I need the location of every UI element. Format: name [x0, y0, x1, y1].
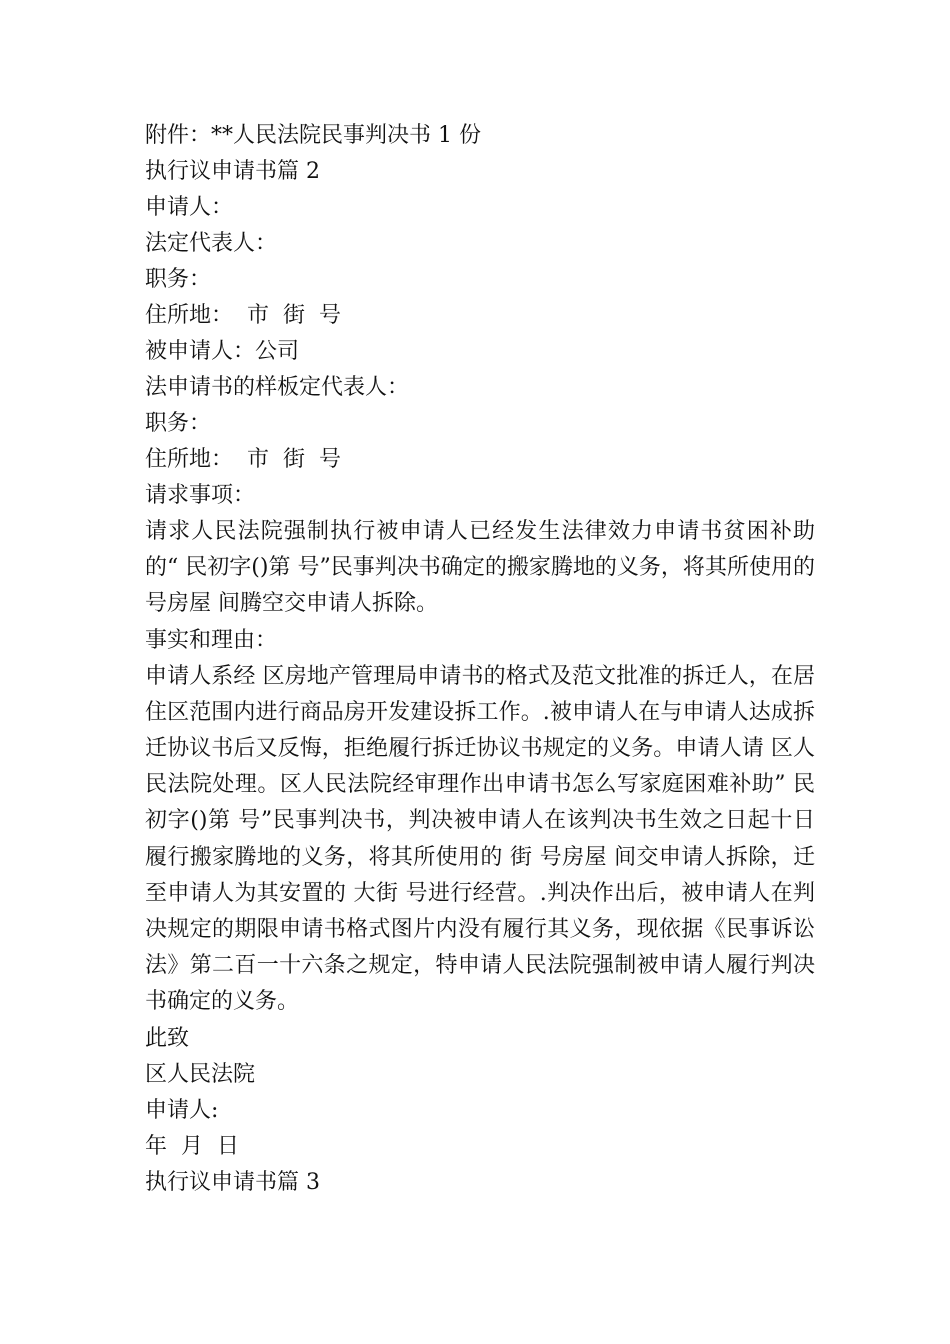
- respondent-legal-rep-label: 法申请书的样板定代表人：: [145, 375, 410, 400]
- date-line: 年 月 日: [145, 1133, 239, 1159]
- position-label: 职务：: [145, 267, 212, 292]
- closing-line: 此致: [145, 1025, 190, 1051]
- claims-paragraph: 请求人民法院强制执行被申请人已经发生法律效力申请书贫困补助的“ 民初字()第 号”民事判决书确定的搬家腾地的义务，将其所使用的 号房屋 间腾空交申请人拆除。: [145, 519, 815, 617]
- section-heading-2: 执行议申请书篇 2: [145, 159, 320, 184]
- attachment-line: 附件：**人民法院民事判决书 1 份: [145, 123, 481, 148]
- document-body: [145, 118, 815, 1201]
- claims-heading: 请求事项：: [145, 483, 256, 508]
- section-heading-3: 执行议申请书篇 3: [145, 1169, 320, 1195]
- address-label: 住所地： 市 街 号: [145, 303, 341, 328]
- court-line: 区人民法院: [145, 1061, 256, 1087]
- facts-paragraph: 申请人系经 区房地产管理局申请书的格式及范文批准的拆迁人，在居住区范围内进行商品房开发建设拆工作。.被申请人在与申请人达成拆迁协议书后又反悔，拒绝履行拆迁协议书规定的义务。申请人请 区人民法院处理。区人民法院经审理作出申请书怎么写家庭困难补助” 民初字()第 号”民事判决书，判决被申请人在该判决书生效之日起十日履行搬家腾地的义务，将其所使用的 街 号房屋 间交申请人拆除，迁至申请人为其安置的 大街 号进行经营。.判决作出后，被申请人在判决规定的期限申请书格式图片内没有履行其义务，现依据《民事诉讼法》第二百一十六条之规定，特申请人民法院强制被申请人履行判决书确定的义务。: [145, 663, 815, 1015]
- facts-heading: 事实和理由：: [145, 627, 278, 653]
- signature-label: 申请人:: [145, 1097, 219, 1123]
- respondent-label: 被申请人：公司: [145, 339, 300, 364]
- legal-rep-label: 法定代表人：: [145, 231, 278, 256]
- applicant-label: 申请人：: [145, 195, 234, 220]
- respondent-position-label: 职务：: [145, 411, 212, 436]
- respondent-address-label: 住所地： 市 街 号: [145, 447, 341, 472]
